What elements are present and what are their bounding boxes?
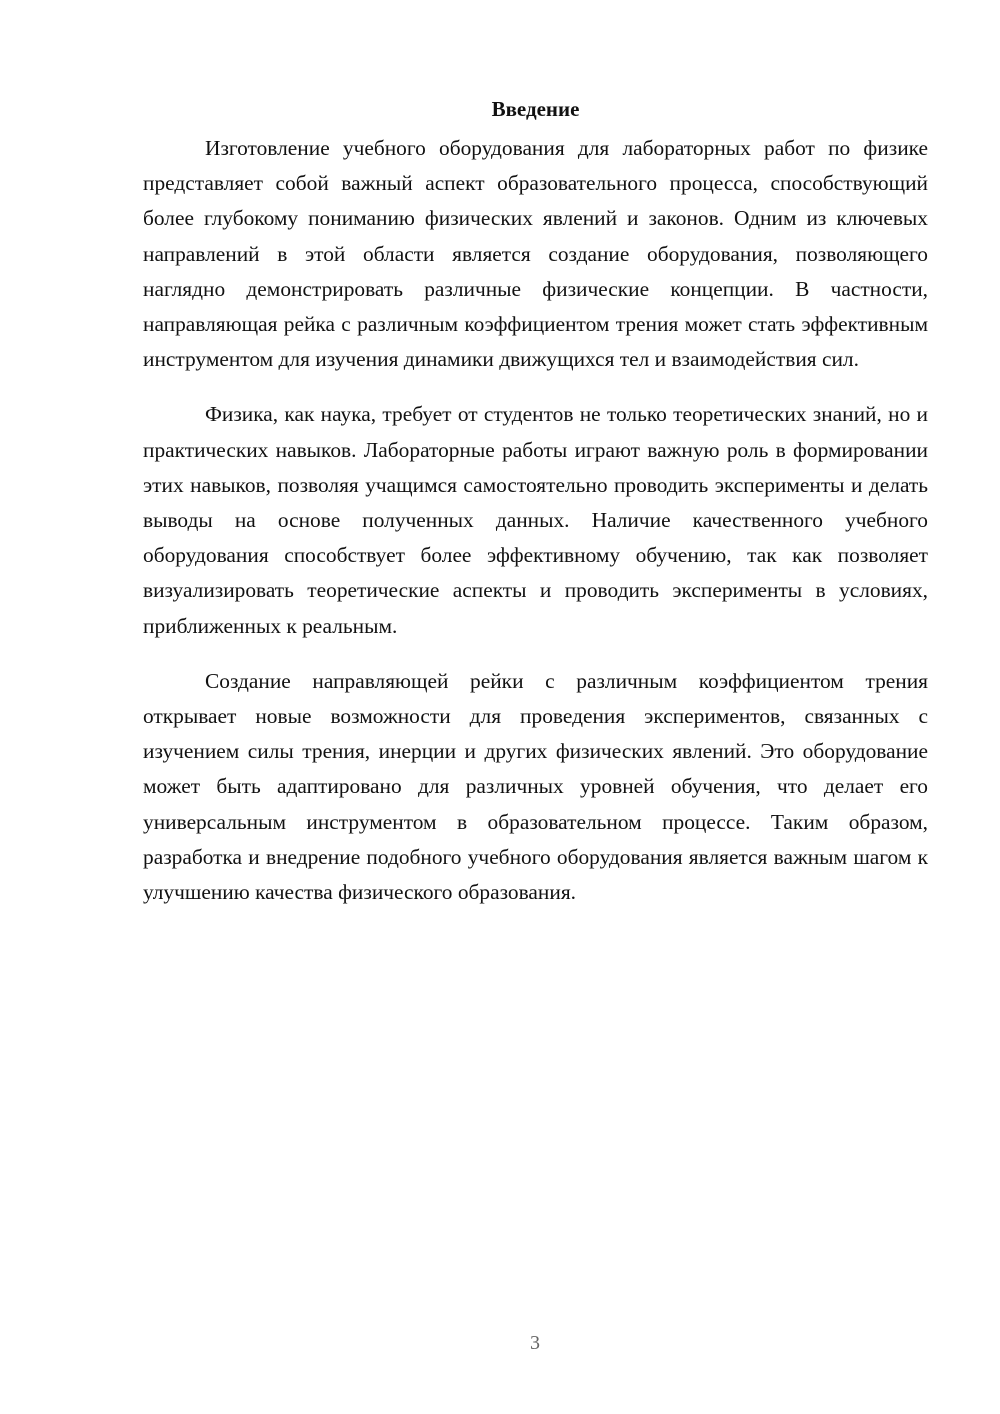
paragraph-2: Физика, как наука, требует от студентов не только теоретических знаний, но и практических навыков. Лабораторные работы играют важную роль в формировании этих навыков, позволяя учащимся самостоятельно проводить эксперименты и делать выводы на основе полученных данных. Наличие качественного учебного оборудования способствует более эффективному обучению, так как позволяет визуализировать теоретические аспекты и проводить эксперименты в условиях, приближенных к реальным. [143, 402, 928, 638]
page-content [143, 92, 928, 930]
page-number: 3 [530, 1332, 540, 1354]
section-heading: Введение [491, 97, 580, 121]
paragraph-1: Изготовление учебного оборудования для лабораторных работ по физике представляет собой важный аспект образовательного процесса, способствующий более глубокому пониманию физических явлений и законов. Одним из ключевых направлений в этой области является создание оборудования, позволяющего наглядно демонстрировать различные физические концепции. В частности, направляющая рейка с различным коэффициентом трения может стать эффективным инструментом для изучения динамики движущихся тел и взаимодействия сил. [143, 136, 928, 372]
paragraph-3: Создание направляющей рейки с различным коэффициентом трения открывает новые возможности для проведения экспериментов, связанных с изучением силы трения, инерции и других физических явлений. Это оборудование может быть адаптировано для различных уровней обучения, что делает его универсальным инструментом в образовательном процессе. Таким образом, разработка и внедрение подобного учебного оборудования является важным шагом к улучшению качества физического образования. [143, 668, 928, 905]
